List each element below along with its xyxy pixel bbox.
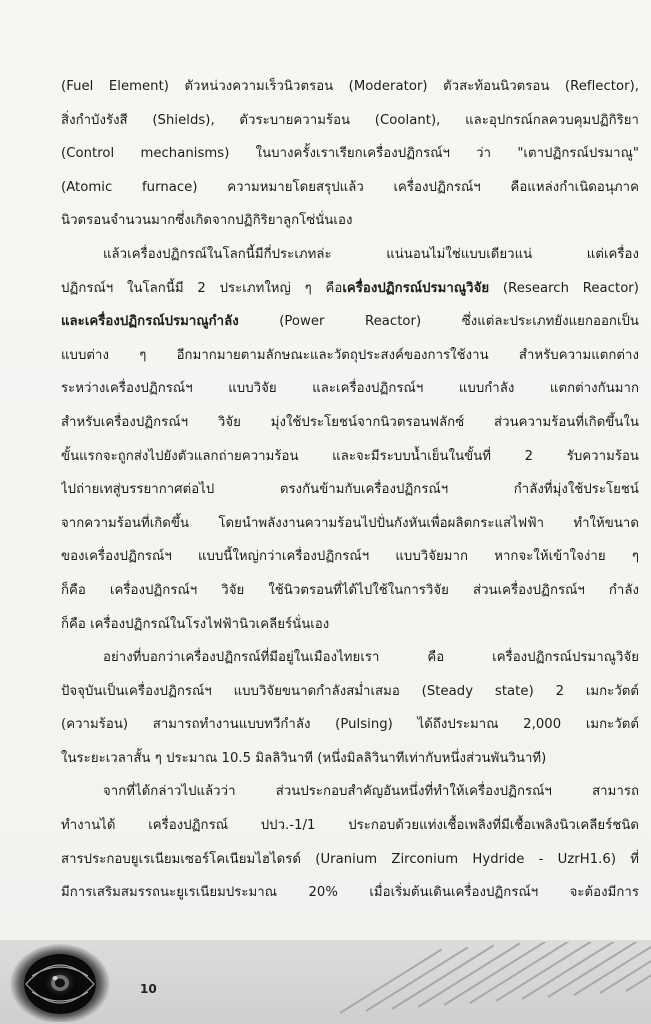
text-segment: ปัจจุบันเป็นเครื่องปฏิกรณ์ฯ แบบวิจัยขนาดกำลังสม่ำเสมอ (Steady state) 2 เมกะวัตต์ [61, 683, 639, 699]
text-line [61, 574, 639, 608]
text-segment: จากที่ได้กล่าวไปแล้วว่า ส่วนประกอบสำคัญอันหนึ่งที่ทำให้เครื่องปฏิกรณ์ฯ สามารถ [103, 784, 639, 800]
text-segment: ไปถ่ายเทสู่บรรยากาศต่อไป ตรงกันข้ามกับเครื่องปฏิกรณ์ฯ กำลังที่มุ่งใช้ประโยชน์ [61, 482, 639, 498]
text-line [61, 775, 639, 809]
text-segment: ระหว่างเครื่องปฏิกรณ์ฯ แบบวิจัย และเครื่องปฏิกรณ์ฯ แบบกำลัง แตกต่างกันมาก [61, 381, 639, 397]
text-segment: (Control mechanisms) ในบางครั้งเราเรียกเครื่องปฏิกรณ์ฯ ว่า "เตาปฏิกรณ์ปรมาณู" [61, 146, 639, 162]
text-line [61, 809, 639, 843]
text-segment: ในระยะเวลาสั้น ๆ ประมาณ 10.5 มิลลิวินาที (หนึ่งมิลลิวินาทีเท่ากับหนึ่งส่วนพันวินาที) [61, 750, 547, 766]
text-segment: ก็คือ เครื่องปฏิกรณ์ในโรงไฟฟ้านิวเคลียร์นั่นเอง [61, 616, 330, 632]
text-line [61, 171, 639, 205]
body-text [61, 70, 639, 910]
text-segment: (Research Reactor) [489, 280, 639, 296]
text-line [61, 372, 639, 406]
text-segment: (Atomic furnace) ความหมายโดยสรุปแล้ว เครื่องปฏิกรณ์ฯ คือแหล่งกำเนิดอนุภาค [61, 179, 639, 195]
text-line [61, 675, 639, 709]
eye-logo-icon [8, 936, 112, 1022]
text-segment: ของเครื่องปฏิกรณ์ฯ แบบนี้ใหญ่กว่าเครื่องปฏิกรณ์ฯ แบบวิจัยมาก หากจะให้เข้าใจง่าย ๆ [61, 549, 639, 565]
text-line [61, 540, 639, 574]
text-segment: ก็คือ เครื่องปฏิกรณ์ฯ วิจัย ใช้นิวตรอนที่ได้ไปใช้ในการวิจัย ส่วนเครื่องปฏิกรณ์ฯ กำลัง [61, 582, 639, 598]
text-line [61, 876, 639, 910]
text-segment: (Power Reactor) ซึ่งแต่ละประเภทยังแยกออกเป็น [238, 314, 639, 330]
text-line [61, 507, 639, 541]
text-line [61, 204, 639, 238]
text-segment: (Fuel Element) ตัวหน่วงความเร็วนิวตรอน (Moderator) ตัวสะท้อนนิวตรอน (Reflector), [61, 79, 639, 94]
text-segment: สารประกอบยูเรเนียมเซอร์โคเนียมไฮไดรด์ (Uranium Zirconium Hydride - UzrH1.6) ที่ [61, 851, 639, 867]
text-line [61, 70, 639, 104]
text-line [61, 137, 639, 171]
bold-term: เครื่องปฏิกรณ์ปรมาณูวิจัย [342, 280, 490, 296]
footer-line [339, 949, 442, 1014]
text-line [61, 238, 639, 272]
text-line [61, 440, 639, 474]
footer-line [365, 947, 468, 1012]
footer-circuit-lines [320, 942, 651, 1024]
text-segment: จากความร้อนที่เกิดขึ้น โดยนำพลังงานความร้อนไปปั่นกังหันเพื่อผลิตกระแสไฟฟ้า ทำให้ขนาด [61, 515, 639, 531]
footer-line [391, 945, 494, 1010]
text-segment: นิวตรอนจำนวนมากซึ่งเกิดจากปฏิกิริยาลูกโซ่นั่นเอง [61, 213, 353, 229]
text-segment: (ความร้อน) สามารถทำงานแบบทวีกำลัง (Pulsing) ได้ถึงประมาณ 2,000 เมกะวัตต์ [61, 717, 639, 733]
text-line [61, 339, 639, 373]
bold-term: และเครื่องปฏิกรณ์ปรมาณูกำลัง [61, 314, 239, 330]
text-line [61, 742, 639, 776]
text-line [61, 843, 639, 877]
text-line [61, 272, 639, 306]
text-segment: แล้วเครื่องปฏิกรณ์ในโลกนี้มีกี่ประเภทล่ะ แน่นอนไม่ใช่แบบเดียวแน่ แต่เครื่อง [103, 246, 639, 262]
text-line [61, 104, 639, 138]
text-line [61, 708, 639, 742]
text-line [61, 641, 639, 675]
text-segment: สิ่งกำบังรังสี (Shields), ตัวระบายความร้อน (Coolant), และอุปกรณ์กลควบคุมปฏิกิริยา [61, 112, 639, 128]
text-segment: ทำงานได้ เครื่องปฏิกรณ์ ปปว.-1/1 ประกอบด้วยแท่งเชื้อเพลิงที่มีเชื้อเพลิงนิวเคลียร์ชนิด [61, 818, 639, 834]
text-segment: แบบต่าง ๆ อีกมากมายตามลักษณะและวัตถุประสงค์ของการใช้งาน สำหรับความแตกต่าง [61, 347, 639, 363]
text-segment: สำหรับเครื่องปฏิกรณ์ฯ วิจัย มุ่งใช้ประโยชน์จากนิวตรอนฟลักซ์ ส่วนความร้อนที่เกิดขึ้นใน [61, 414, 639, 430]
text-line [61, 473, 639, 507]
text-segment: อย่างที่บอกว่าเครื่องปฏิกรณ์ที่มีอยู่ในเมืองไทยเรา คือ เครื่องปฏิกรณ์ปรมาณูวิจัย [103, 650, 639, 666]
text-line [61, 305, 639, 339]
page-number: 10 [140, 982, 157, 996]
footer-line [495, 942, 598, 1002]
text-segment: ปฏิกรณ์ฯ ในโลกนี้มี 2 ประเภทใหญ่ ๆ คือ [61, 280, 343, 296]
text-segment: ขั้นแรกจะถูกส่งไปยังตัวแลกถ่ายความร้อน และจะมีระบบน้ำเย็นในขั้นที่ 2 รับความร้อน [61, 448, 639, 464]
text-segment: มีการเสริมสมรรถนะยูเรเนียมประมาณ 20% เมื่อเริ่มต้นเดินเครื่องปฏิกรณ์ฯ จะต้องมีการ [61, 885, 639, 901]
text-line [61, 406, 639, 440]
text-line [61, 608, 639, 642]
